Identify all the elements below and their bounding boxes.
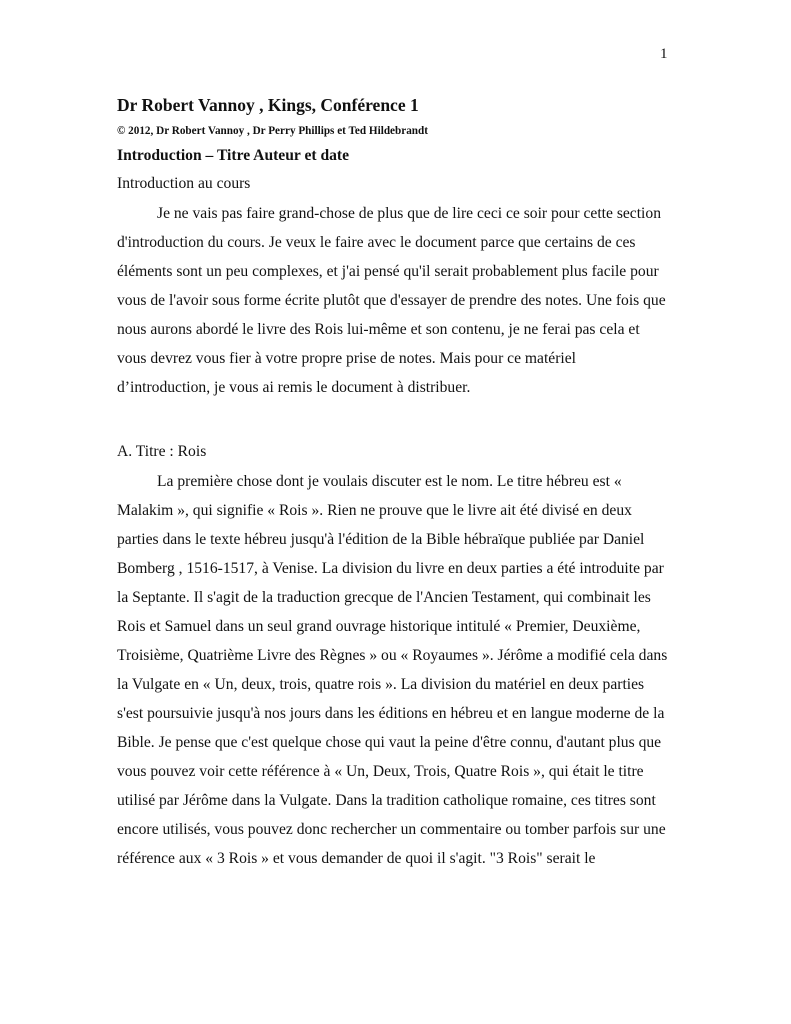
section-a-paragraph: La première chose dont je voulais discuter est le nom. Le titre hébreu est « Malakim », qui signifie « Rois ». Rien ne prouve que le livre ait été divisé en deux parties dans le texte hébreu jusqu'à l'édition de la Bible hébraïque publiée par Daniel Bomberg , 1516-1517, à Venise. La division du livre en deux parties a été introduite par la Septante. Il s'agit de la traduction grecque de l'Ancien Testament, qui combinait les Rois et Samuel dans un seul grand ouvrage historique intitulé « Premier, Deuxième, Troisième, Quatrième Livre des Règnes » ou « Royaumes ». Jérôme a modifié cela dans la Vulgate en « Un, deux, trois, quatre rois ». La division du matériel en deux parties s'est poursuivie jusqu'à nos jours dans les éditions en hébreu et en langue moderne de la Bible. Je pense que c'est quelque chose qui vaut la peine d'être connu, d'autant plus que vous pouvez voir cette référence à « Un, Deux, Trois, Quatre Rois », qui était le titre utilisé par Jérôme dans la Vulgate. Dans la tradition catholique romaine, ces titres sont encore utilisés, vous pouvez donc rechercher un commentaire ou tomber parfois sur une référence aux « 3 Rois » et vous demander de quoi il s'agit. "3 Rois" serait le: [117, 473, 668, 867]
document-title: Dr Robert Vannoy , Kings, Conférence 1: [117, 95, 419, 115]
section-spacer: [117, 402, 672, 431]
page-number: 1: [660, 46, 668, 62]
section-a-heading: A. Titre : Rois: [117, 443, 207, 460]
section-a-paragraph-block: [117, 467, 672, 873]
intro-subheading: Introduction au cours: [117, 175, 251, 192]
copyright-line: © 2012, Dr Robert Vannoy , Dr Perry Phillips et Ted Hildebrandt: [117, 125, 428, 137]
intro-heading: Introduction – Titre Auteur et date: [117, 147, 350, 164]
intro-paragraph-block: [117, 199, 672, 402]
document-body: [117, 93, 672, 873]
intro-paragraph: Je ne vais pas faire grand-chose de plus que de lire ceci ce soir pour cette section d'introduction du cours. Je veux le faire avec le document parce que certains de ces éléments sont un peu complexes, et j'ai pensé qu'il serait probablement plus facile pour vous de l'avoir sous forme écrite plutôt que d'essayer de prendre des notes. Une fois que nous aurons abordé le livre des Rois lui-même et son contenu, je ne ferai pas cela et vous devrez vous fier à votre propre prise de notes. Mais pour ce matériel d’introduction, je vous ai remis le document à distribuer.: [117, 205, 666, 396]
